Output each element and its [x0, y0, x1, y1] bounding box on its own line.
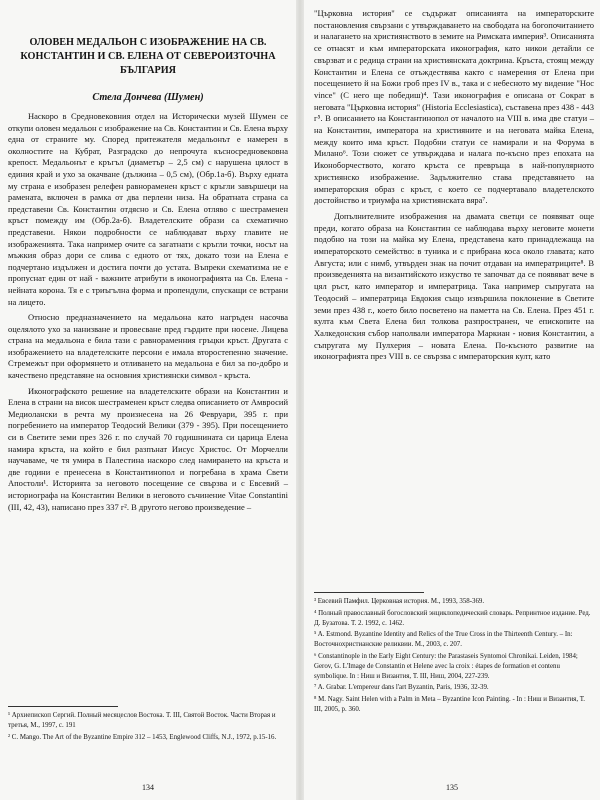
page-number: 135 [446, 783, 458, 792]
right-footnotes [314, 582, 594, 717]
left-page [0, 0, 296, 800]
footnote: ⁴ Полный православный богословский энциклопедический словарь. Репринтное издание. Ред. Д. Бузатова. Т. 2. 1992, с. 1462. [314, 609, 591, 627]
footnote: ⁶ Constantinople in the Early Eight Century: the Parastaseis Syntomoi Chronikai. Leiden, 1984; Gerov, G. L'Image de Constantin et Helene avec la croix : étapes de formation et contenu symbolique. In : Ниш и Византия, Т. III, Ниш, 2004, 227-239. [314, 652, 578, 680]
page-number: 134 [142, 783, 154, 792]
right-page-body [314, 8, 594, 363]
footnote: ¹ Архиепископ Сергий. Полный месяцеслов Востока. Т. III, Святой Восток. Части Вторая и третья, М., 1997, с. 191 [8, 712, 276, 729]
paragraph: Относно предназначението на медальона като нагръден насочва оцелялото ухо за нанизване и провесване пред гърдите при носене. Лицева страна на медальона е била тази с равнораменния гръцки кръст. Другата с изображението на владетелските персони е имала второстепенно значение. Стремежът при оформянето и отливането на медальона е бил за по-добро и качествено представяне на основния християнски символ - кръста. [8, 312, 288, 381]
left-footnotes [8, 696, 288, 744]
footnote: ² C. Mango. The Art of the Byzantine Empire 312 – 1453, Englewood Cliffs, N.J., 1972, p.15-16. [8, 733, 277, 741]
right-page [304, 0, 600, 800]
paragraph: Наскоро в Средновековния отдел на Исторически музей Шумен се откупи оловен медальон с изображение на Св. Константин и Св. Елена върху една от страните му. Според притежателя медальонът е намерен в околностите на Кубрат, Разградско до непрочута късносредновековна крепост. Медальонът е кръгъл (диаметър – 2,5 см) с нарушена цялост в единия край и ухо за окачване (дължина – 0,5 см), (Обр.1а-б). Върху едната му страна е изобразен релефен равнораменен кръст с кръгли завършеци на рамената, включен в рамка от два перлени низа. На обратната страна са представени Св. Константин отдясно и Св. Елена отляво с шестраменен кръст помежду им (Обр.2а-б). Владетелските образи са схематично представени. Някои подробности се наблюдават върху главите не изображенията. Така например очите са загатнати с кръгли точки, носът на мъжкия образ дори се слива с едното от тях, докато този на Елена е подчертано издължен и достига почти до устата. Въпреки схематизма не е пропуснат един от най - важните атрибути в иконографията на Св. Елена - нейната корона. Тя е с триъгълна форма и пропендули, спускащи се встрани на лицето. [8, 111, 288, 307]
footnote: ³ Евсевий Памфил. Церковная история. М., 1993, 358-369. [314, 598, 485, 605]
article-author: Стела Дончева (Шумен) [92, 92, 204, 103]
paragraph: "Църковна история" се съдържат описанията на императорските постановления свързани с утвърждаването на свободата на богопочитанието и налагането на християнството в земите на Римската империя³. Описанията се отнасят и към императорската иконография, като никои детайли се свързват и с редица страни на християнската доктрина. Кръста, стоящ между Константин и Елена се отъждествява както с намерения от Елена при посещението й на Божи гроб през IV в., така и с небесното му видение "Hoc vince" (С него ще победиш)⁴. Тази иконография е описана от Сократ в неговата "Църковна история" (Historia Ecclesiastica), съставена през 438 - 443 г⁵. В описанието на Константинопол от началото на VIII в. има две статуи – на Константин, императора на християните и на неговата майка Елена, между които има кръст. Подобни статуи се намирали и на Форума в Милано⁶. Този сюжет се утвърждава и налага по-късно през епохата на Иконоборчеството, когато кръста се превръща в най-популярното християнско изображение. Задължително става представянето на императорския образ с кръст, с което се подчертавало владетелското достойнство и триумфа на християнската вяра⁷. [314, 8, 594, 206]
book-gutter [296, 0, 304, 800]
left-page-body [8, 111, 288, 513]
footnote: ⁷ A. Grabar. L'empereur dans l'art Byzantin, Paris, 1936, 32-39. [314, 684, 489, 692]
footnote-divider [314, 592, 424, 593]
footnote: ⁸ M. Nagy. Saint Helen with a Palm in Meta – Byzantine Icon Painting. - In : Ниш и Византия, Т. III, 2005, p. 360. [314, 696, 586, 713]
article-title: ОЛОВЕН МЕДАЛЬОН С ИЗОБРАЖЕНИЕ НА СВ. КОНСТАНТИН И СВ. ЕЛЕНА ОТ СЕВЕРОИЗТОЧНА БЪЛГАРИЯ [20, 37, 276, 76]
footnote: ⁵ A. Estmond. Byzantine Identity and Relics of the True Cross in the Thirteenth Century. – In: Восточнохристианские реликвии. М., 2003, с. 207. [314, 631, 573, 649]
paragraph: Иконографското решение на владетелските образи на Константин и Елена в страни на висок шестраменен кръст следва описанието от Амвросий Медиолански в речта му произнесена на 26 Февруари, 395 г. при погребението на император Теодосий Велики (379 - 395). При посещението си в Светите земи през 326 г. по случай 70 годишнината си царица Елена намира кръста, на който е бил разпънат Иисус Христос. От Морчелли научаваме, че тя умира в Палестина наскоро след намирането на кръста и две години е пренесена в Константинопол и погребана в храма Свети Апостоли¹. Историята за неговото посещение се свързва и с Евсевий – историографа на Константин Велики в неговото съчинение Vitae Constantini (III, 42, 43), написано през 337 г². В другото негово произведение – [8, 385, 288, 512]
footnote-divider [8, 706, 118, 707]
paragraph: Допълнителните изображения на двамата светци се появяват още преди, когато образа на Константин се наблюдава върху неговите монети подобно на този на майка му Елена, представена като принадлежаща на императорското семейство: в туника и с прибрана коса около главата; като Августа; или с нимб, утвърден знак на почит отдаван на императриците⁸. В произведенията на византийското изкуство те започват да се появяват вече в цял ръст, като император и императрица. Така например съпругата на Теодосий – императрица Евдокия също извършила поклонение в Светите земи през 438 г., което било посветено на паметта на Св. Елена. През 451 г. култа към Света Елена бил толкова разпространен, че епископите на Халкедонския събор наполвали императора Маркиан - новия Константин, а съпругата му Пулхерия – новата Елена. По-късното развитие на иконографията през VIII в. се свързва с императорския култ, като [314, 210, 594, 362]
